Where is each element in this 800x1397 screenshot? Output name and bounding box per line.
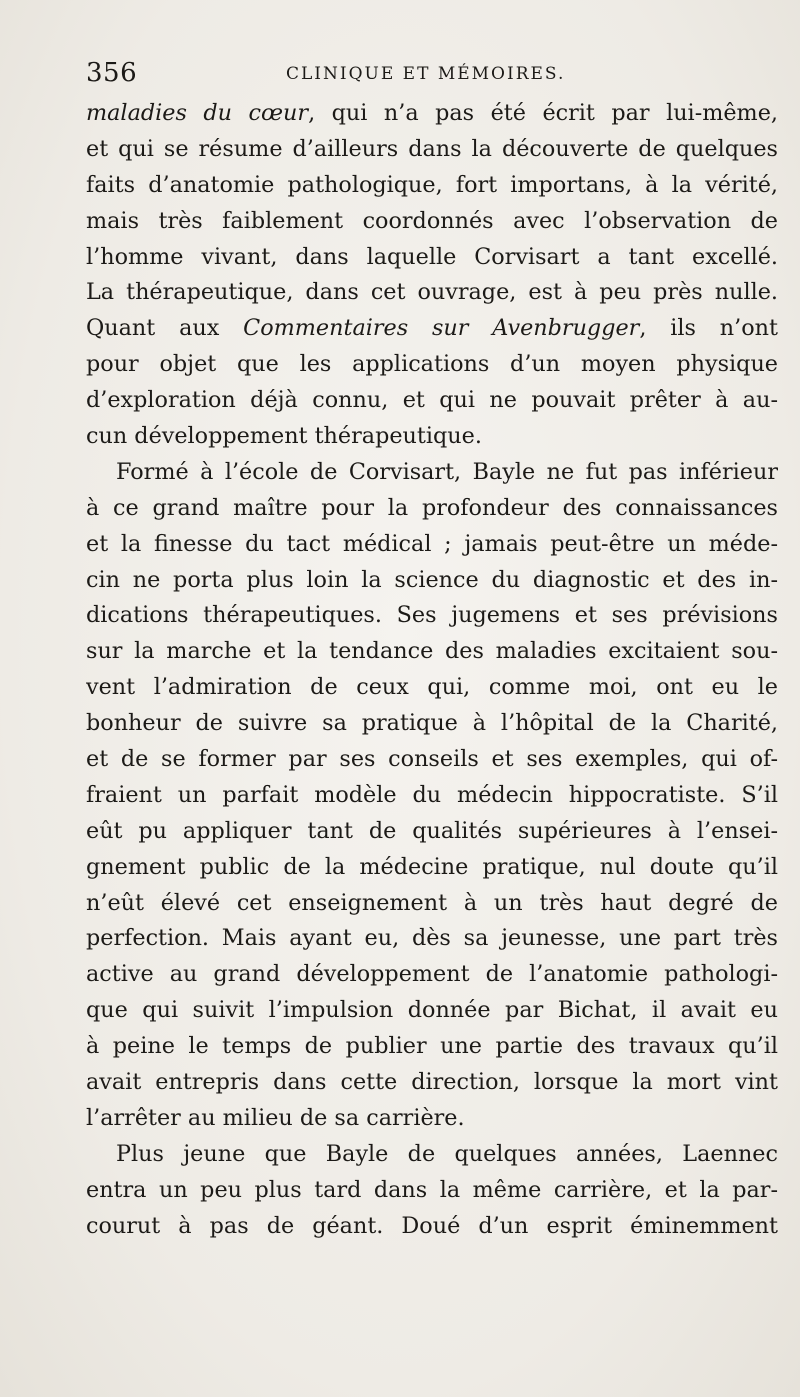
text-line: avait entrepris dans cette direction, lorsque la mort vint bbox=[86, 1069, 778, 1096]
text-line: fraient un parfait modèle du médecin hippocratiste. S’il bbox=[86, 781, 778, 808]
text-line: maladies du cœur, qui n’a pas été écrit par lui-même, bbox=[86, 100, 778, 126]
italic-title: maladies du cœur bbox=[86, 100, 309, 126]
text-line: dications thérapeutiques. Ses jugemens et ses prévisions bbox=[86, 602, 778, 629]
text-line: perfection. Mais ayant eu, dès sa jeunesse, une part très bbox=[86, 925, 778, 952]
text-line: cin ne porta plus loin la science du diagnostic et des in- bbox=[86, 566, 778, 593]
text-line: bonheur de suivre sa pratique à l’hôpital de la Charité, bbox=[86, 710, 778, 737]
text-line: que qui suivit l’impulsion donnée par Bichat, il avait eu bbox=[86, 997, 778, 1024]
text-line: à ce grand maître pour la profondeur des connaissances bbox=[86, 494, 778, 521]
text-line: et la finesse du tact médical ; jamais peut-être un méde- bbox=[86, 530, 778, 557]
text-line: La thérapeutique, dans cet ouvrage, est à peu près nulle. bbox=[86, 279, 778, 306]
text-line: et qui se résume d’ailleurs dans la découverte de quelques bbox=[86, 135, 778, 162]
paragraph-start: Formé à l’école de Corvisart, Bayle ne fut pas inférieur bbox=[116, 458, 778, 485]
body-text bbox=[86, 96, 778, 1245]
running-title: CLINIQUE ET MÉMOIRES. bbox=[286, 64, 566, 84]
text-line: Quant aux Commentaires sur Avenbrugger, ils n’ont bbox=[86, 315, 778, 342]
text-line: d’exploration déjà connu, et qui ne pouvait prêter à au- bbox=[86, 387, 778, 414]
text-line: pour objet que les applications d’un moyen physique bbox=[86, 351, 778, 378]
text-line: et de se former par ses conseils et ses exemples, qui of- bbox=[86, 746, 778, 773]
text-line: faits d’anatomie pathologique, fort importans, à la vérité, bbox=[86, 171, 778, 198]
text-line: vent l’admiration de ceux qui, comme moi, ont eu le bbox=[86, 674, 778, 701]
text-line: gnement public de la médecine pratique, nul doute qu’il bbox=[86, 853, 778, 880]
text-line: courut à pas de géant. Doué d’un esprit éminemment bbox=[86, 1212, 778, 1239]
text-line: entra un peu plus tard dans la même carrière, et la par- bbox=[86, 1176, 778, 1203]
text-line: n’eût élevé cet enseignement à un très haut degré de bbox=[86, 889, 778, 916]
page-header bbox=[86, 58, 776, 94]
text-line: l’homme vivant, dans laquelle Corvisart a tant excellé. bbox=[86, 243, 778, 270]
text-line: sur la marche et la tendance des maladies excitaient sou- bbox=[86, 638, 778, 665]
text-line: active au grand développement de l’anatomie pathologi- bbox=[86, 961, 778, 988]
text-line: à peine le temps de publier une partie des travaux qu’il bbox=[86, 1033, 778, 1060]
text-line: cun développement thérapeutique. bbox=[86, 423, 482, 450]
italic-title: Commentaires sur Avenbrugger bbox=[243, 315, 640, 342]
paragraph-start: Plus jeune que Bayle de quelques années, Laennec bbox=[116, 1140, 778, 1167]
text-line: mais très faiblement coordonnés avec l’observation de bbox=[86, 207, 778, 234]
text-line: l’arrêter au milieu de sa carrière. bbox=[86, 1104, 465, 1131]
text-line: eût pu appliquer tant de qualités supérieures à l’ensei- bbox=[86, 817, 778, 844]
page-number: 356 bbox=[86, 58, 138, 88]
